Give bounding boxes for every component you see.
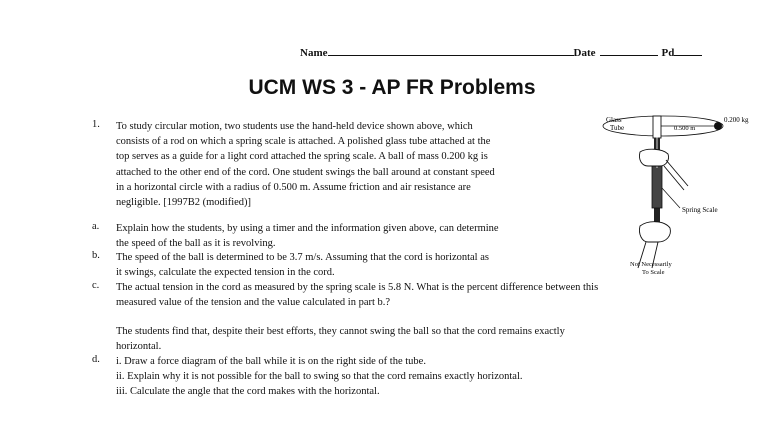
part-d-text [116,354,756,400]
name-label: Name [300,47,328,59]
upper-arm [664,160,688,190]
date-label: Date [573,47,596,59]
note-label-2: To Scale [642,269,665,276]
intro-line: To study circular motion, two students use the hand-held device shown above, which [116,121,473,132]
part-c-line: measured value of the tension and the value calculated in part b.? [116,297,391,309]
scale-label: Spring Scale [682,206,718,214]
part-d-label: d. [92,354,100,365]
intro-line: attached to the other end of the cord. One student swings the ball around at constant speed [116,166,495,178]
spring-scale-figure [596,108,772,278]
date-blank[interactable] [600,45,658,56]
intro-line: top serves as a guide for a light cord attached the spring scale. A ball of mass 0.200 kg is [116,151,488,163]
ball [714,122,722,130]
scale-pointer [662,188,680,208]
name-blank[interactable] [328,45,574,56]
part-a-label: a. [92,221,100,232]
header-line [300,45,702,59]
part-b-line: The speed of the ball is determined to be 3.7 m/s. Assuming that the cord is horizontal as [116,252,489,263]
radius-label: 0.500 m [674,125,696,132]
part-b-label: b. [92,250,100,261]
part-b-line: it swings, calculate the expected tension in the cord. [116,267,335,279]
part-b-text [116,250,596,280]
part-d-line: ii. Explain why it is not possible for the ball to swing so that the cord remains exactly horizontal. [116,371,523,383]
intro-line: consists of a rod on which a spring scale is attached. A polished glass tube attached at the [116,136,491,148]
part-a-text [116,221,596,251]
students-note [116,324,756,354]
intro-line: negligible. [1997B2 (modified)] [116,197,252,209]
pd-blank[interactable] [674,45,702,56]
pd-label: Pd [661,47,675,59]
problem-number: 1. [92,119,100,130]
problem-intro [116,119,586,210]
part-d-line: iii. Calculate the angle that the cord makes with the horizontal. [116,386,380,398]
intro-line: in a horizontal circle with a radius of 0.500 m. Assume friction and air resistance are [116,181,471,193]
note-label-1: Not Necessarily [630,261,672,268]
part-a-line: Explain how the students, by using a timer and the information given above, can determine [116,223,499,234]
part-d-line: i. Draw a force diagram of the ball while it is on the right side of the tube. [116,356,426,367]
part-c-text [116,280,756,310]
note-line: horizontal. [116,341,162,353]
part-a-line: the speed of the ball as it is revolving. [116,238,276,250]
tube-label: Tube [610,124,625,132]
part-c-line: The actual tension in the cord as measured by the spring scale is 5.8 N. What is the percent difference between this [116,282,599,293]
page-title: UCM WS 3 - AP FR Problems [248,76,536,99]
glass-label: Glass [606,116,622,124]
note-line: The students find that, despite their best efforts, they cannot swing the ball so that the cord remains exactly [116,326,565,337]
mass-label: 0.200 kg [724,116,749,124]
lower-hand [639,222,670,242]
part-c-label: c. [92,280,100,291]
upper-hand [639,149,668,166]
